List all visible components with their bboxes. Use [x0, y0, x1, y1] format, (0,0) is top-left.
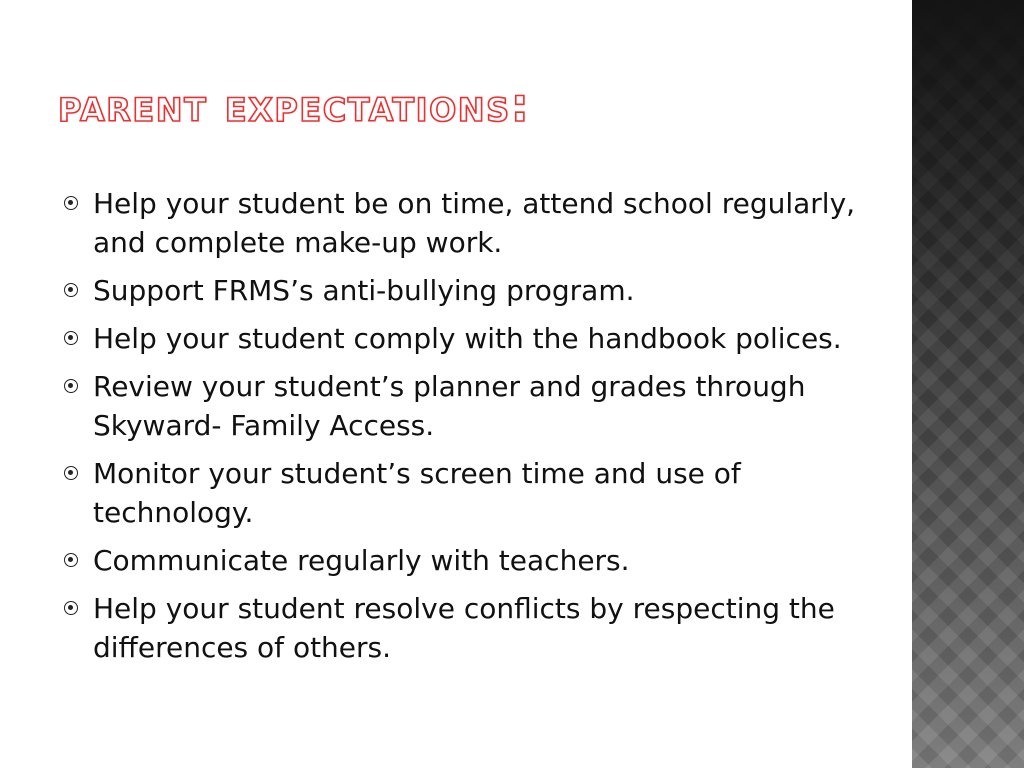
list-item	[60, 271, 860, 310]
circled-dot-icon	[64, 466, 78, 480]
circled-dot-icon	[64, 331, 78, 345]
list-item	[60, 541, 860, 580]
bullet-text: Monitor your student’s screen time and use of technology.	[93, 457, 741, 529]
list-item	[60, 589, 860, 667]
bullet-text: Help your student comply with the handbook polices.	[93, 322, 842, 355]
list-item	[60, 454, 860, 532]
bullet-text: Support FRMS’s anti-bullying program.	[93, 274, 635, 307]
bullet-text: Help your student resolve conflicts by respecting the differences of others.	[93, 592, 835, 664]
circled-dot-icon	[64, 379, 78, 393]
list-item	[60, 367, 860, 445]
bullet-text: Review your student’s planner and grades through Skyward- Family Access.	[93, 370, 806, 442]
list-item	[60, 319, 860, 358]
list-item	[60, 184, 860, 262]
circled-dot-icon	[64, 196, 78, 210]
circled-dot-icon	[64, 553, 78, 567]
circled-dot-icon	[64, 283, 78, 297]
bullet-list	[60, 184, 860, 676]
circled-dot-icon	[64, 601, 78, 615]
decorative-side-panel	[912, 0, 1024, 768]
bullet-text: Help your student be on time, attend school regularly, and complete make-up work.	[93, 187, 856, 259]
slide-title: parent expectations:	[58, 78, 531, 132]
bullet-text: Communicate regularly with teachers.	[93, 544, 630, 577]
